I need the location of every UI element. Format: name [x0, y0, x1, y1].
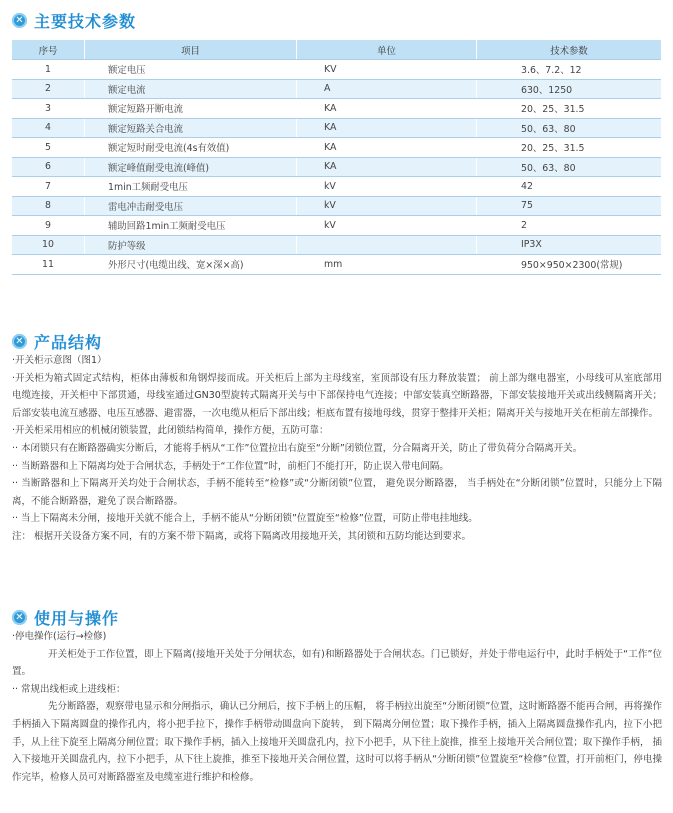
- table-cell-item: 额定电压: [85, 60, 297, 80]
- section-header-structure: [12, 330, 102, 352]
- column-header: 序号: [12, 40, 85, 60]
- section-title: 主要技术参数: [34, 11, 137, 31]
- section-badge-icon: ✕: [12, 610, 27, 625]
- table-cell-item: 外形尺寸(电缆出线、宽×深×高): [85, 255, 297, 275]
- table-row: [12, 177, 661, 197]
- table-cell-item: 雷电冲击耐受电压: [85, 196, 297, 216]
- table-row: [12, 60, 661, 80]
- table-row: [12, 79, 661, 99]
- table-cell-no: 2: [12, 79, 85, 99]
- table-row: [12, 196, 661, 216]
- table-cell-unit: kV: [297, 177, 477, 197]
- table-cell-val: 75: [477, 196, 662, 216]
- column-header: 技术参数: [477, 40, 662, 60]
- table-cell-item: 额定短路开断电流: [85, 99, 297, 119]
- table-cell-item: 额定短时耐受电流(4s有效值): [85, 138, 297, 158]
- section-title: 产品结构: [34, 332, 103, 352]
- table-cell-val: 50、63、80: [477, 118, 662, 138]
- table-cell-unit: mm: [297, 255, 477, 275]
- table-row: [12, 118, 661, 138]
- paragraph: ·· 本闭锁只有在断路器确实分断后，才能将手柄从“工作”位置拉出右旋至“分断”闭锁位置，分合隔离开关，防止了带负荷分合隔离开关。: [12, 442, 583, 454]
- table-row: [12, 138, 661, 158]
- table-cell-item: 额定峰值耐受电流(峰值): [85, 157, 297, 177]
- note-paragraph: 注： 根据开关设备方案不同，有的方案不带下隔离，或将下隔离改用接地开关，其闭锁和五防均能达到要求。: [12, 530, 472, 542]
- table-cell-val: 20、25、31.5: [477, 138, 662, 158]
- structure-text: [12, 352, 662, 546]
- table-cell-unit: [297, 235, 477, 255]
- table-cell-no: 7: [12, 177, 85, 197]
- table-cell-val: 2: [477, 216, 662, 236]
- table-header-row: [12, 40, 661, 60]
- section-header-operation: [12, 606, 119, 628]
- operation-text: [12, 628, 662, 786]
- table-cell-unit: kV: [297, 196, 477, 216]
- table-cell-item: 额定短路关合电流: [85, 118, 297, 138]
- table-cell-unit: A: [297, 79, 477, 99]
- paragraph: ·· 当断路器和上下隔离均处于合闸状态，手柄处于“工作位置”时，前柜门不能打开，防止误入带电间隔。: [12, 460, 449, 472]
- paragraph: ·· 常规出线柜或上进线柜：: [12, 683, 126, 695]
- section-badge-icon: ✕: [12, 334, 27, 349]
- table-cell-no: 10: [12, 235, 85, 255]
- paragraph: 开关柜处于工作位置，即上下隔离(接地开关处于分闸状态，如有)和断路器处于合闸状态。门已锁好，并处于带电运行中，此时手柄处于“工作”位置。: [12, 648, 662, 678]
- table-cell-item: 辅助回路1min工频耐受电压: [85, 216, 297, 236]
- paragraph: ·· 当断路器和上下隔离开关均处于合闸状态，手柄不能转至“检修”或“分断闭锁”位置， 避免误分断路器， 当手柄处在“分断闭锁”位置时，只能分上下隔离，不能合断路器，避免了误合断路器。: [12, 478, 662, 507]
- table-cell-unit: KA: [297, 138, 477, 158]
- table-cell-item: 1min工频耐受电压: [85, 177, 297, 197]
- table-cell-val: 50、63、80: [477, 157, 662, 177]
- table-cell-no: 6: [12, 157, 85, 177]
- section-badge-icon: ✕: [12, 13, 27, 28]
- column-header: 项目: [85, 40, 297, 60]
- table-row: [12, 216, 661, 236]
- section-title: 使用与操作: [34, 608, 120, 628]
- table-cell-val: 630、1250: [477, 79, 662, 99]
- table-cell-item: 额定电流: [85, 79, 297, 99]
- paragraph: 先分断路器，观察带电显示和分闸指示，确认已分闸后，按下手柄上的压帽， 将手柄拉出旋至“分断闭锁”位置，这时断路器不能再合闸，再将操作手柄插入下隔离圆盘的操作孔内，将小把手拉下，操作手柄带动圆盘向下旋转， 到下隔离分闸位置；取下操作手柄，插入上隔离圆盘操作孔内，拉下小把手，从上往下旋至上隔离分闸位置；取下操作手柄，插入上接地开关圆盘孔内，拉下小把手，从下往上旋推，推至上接地开关合闸位置；取下操作手柄， 插入下接地开关圆盘孔内，拉下小把手，从下往上旋推，推至下接地开关合闸位置，这时可以将手柄从“分断闭锁”位置旋至“检修”位置，打开前柜门，停电操作完毕，检修人员可对断路器室及电缆室进行维护和检修。: [12, 701, 662, 783]
- table-cell-val: 42: [477, 177, 662, 197]
- section-header-specs: [12, 9, 136, 31]
- table-cell-unit: kV: [297, 216, 477, 236]
- table-cell-no: 4: [12, 118, 85, 138]
- table-row: [12, 99, 661, 119]
- table-cell-item: 防护等级: [85, 235, 297, 255]
- table-cell-val: IP3X: [477, 235, 662, 255]
- table-cell-no: 9: [12, 216, 85, 236]
- table-cell-no: 3: [12, 99, 85, 119]
- paragraph: ·停电操作(运行→检修): [12, 631, 107, 642]
- table-cell-val: 950×950×2300(常规): [477, 255, 662, 275]
- paragraph: ·· 当上下隔离未分闸，接地开关就不能合上，手柄不能从“分断闭锁”位置旋至“检修”位置，可防止带电挂地线。: [12, 513, 478, 525]
- table-row: [12, 255, 661, 275]
- table-cell-unit: KA: [297, 118, 477, 138]
- paragraph: ·开关柜采用相应的机械闭锁装置，此闭锁结构简单，操作方便，五防可靠：: [12, 425, 329, 437]
- column-header: 单位: [297, 40, 477, 60]
- table-row: [12, 235, 661, 255]
- spec-table: [12, 40, 661, 275]
- table-cell-val: 3.6、7.2、12: [477, 60, 662, 80]
- table-cell-no: 8: [12, 196, 85, 216]
- table-cell-val: 20、25、31.5: [477, 99, 662, 119]
- table-cell-no: 5: [12, 138, 85, 158]
- table-cell-no: 1: [12, 60, 85, 80]
- table-cell-unit: KA: [297, 99, 477, 119]
- table-cell-unit: KA: [297, 157, 477, 177]
- table-row: [12, 157, 661, 177]
- table-cell-unit: KV: [297, 60, 477, 80]
- table-cell-no: 11: [12, 255, 85, 275]
- paragraph: ·开关柜示意图（图1）: [12, 355, 107, 366]
- paragraph: ·开关柜为箱式固定式结构，柜体由薄板和角钢焊接而成。开关柜后上部为主母线室，室顶部设有压力释放装置； 前上部为继电器室，小母线可从室底部用电缆连接，开关柜中下部贯通，母线室通过GN30型旋转式隔离开关与中下部保持电气连接；中部安装真空断路器，下部安装接地开关或出线侧隔离开关；后部安装电流互感器、电压互感器、避雷器，一次电缆从柜后下部出线；柜底布置有接地母线，贯穿于整排开关柜；隔离开关与接地开关在柜前左部操作。: [12, 372, 662, 419]
